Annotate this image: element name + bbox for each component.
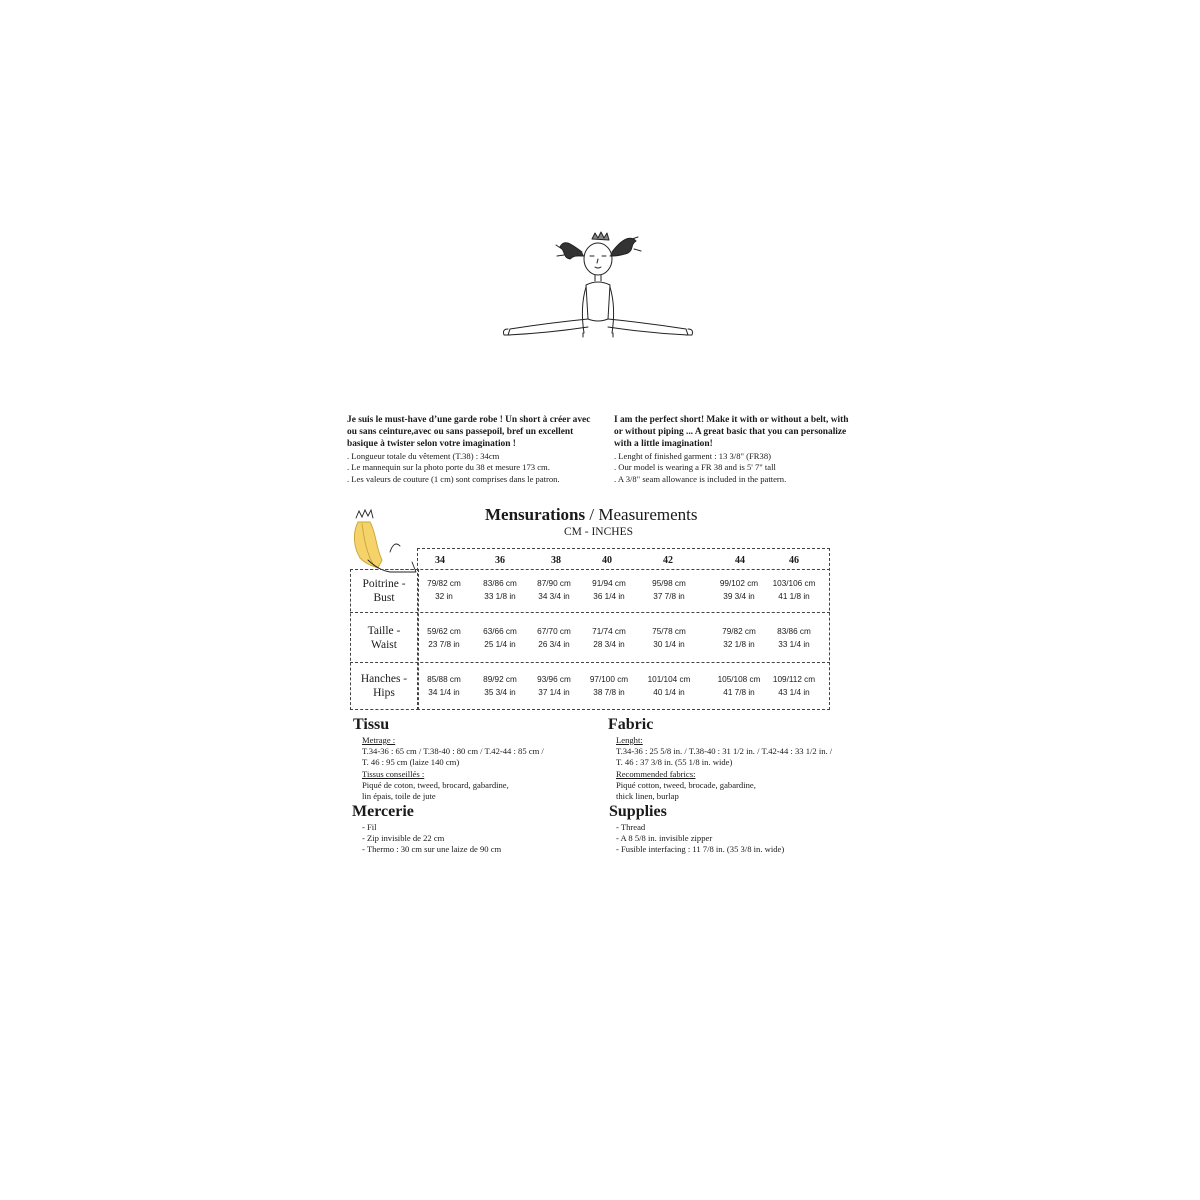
fabric-section (616, 735, 856, 802)
cell-cm: 79/82 cm (427, 579, 461, 588)
tissu-section (362, 735, 597, 802)
cell-cm: 83/86 cm (777, 627, 811, 636)
cell-cm: 93/96 cm (537, 675, 571, 684)
metrage-line: T. 46 : 95 cm (laize 140 cm) (362, 757, 460, 768)
table-cell (636, 674, 702, 699)
cell-cm: 71/74 cm (592, 627, 626, 636)
cell-cm: 75/78 cm (652, 627, 686, 636)
cell-in: 37 1/4 in (538, 687, 570, 697)
cell-cm: 67/70 cm (537, 627, 571, 636)
length-line: T.34-36 : 25 5/8 in. / T.38-40 : 31 1/2 in. / T.42-44 : 33 1/2 in. / (616, 746, 833, 757)
cell-in: 33 1/4 in (778, 639, 810, 649)
cell-in: 34 1/4 in (428, 687, 460, 697)
description-fr-lead: Je suis le must-have d’une garde robe ! Un short à créer avec ou sans ceinture,avec ou sans passepoil, bref un excellent basique à twister selon votre imagination ! (347, 415, 591, 450)
row-label-line: Hanches - (360, 673, 408, 685)
measurements-units: CM - INCHES (564, 526, 634, 538)
table-cell (576, 626, 642, 651)
cell-in: 41 7/8 in (723, 687, 755, 697)
cell-in: 32 1/8 in (723, 639, 755, 649)
cell-cm: 85/88 cm (427, 675, 461, 684)
tissu-title: Tissu (353, 716, 390, 733)
cell-cm: 89/92 cm (483, 675, 517, 684)
recommended-fabrics-line: Piqué cotton, tweed, brocade, gabardine, (616, 779, 756, 790)
row-label-waist (352, 624, 416, 652)
girl-splits-illustration (500, 225, 695, 350)
description-en (614, 414, 849, 486)
size-header: 44 (735, 555, 745, 566)
size-header: 46 (789, 555, 799, 566)
supplies-item: - A 8 5/8 in. invisible zipper (616, 833, 713, 844)
mercerie-item: - Zip invisible de 22 cm (362, 833, 445, 844)
cell-cm: 101/104 cm (647, 675, 691, 684)
cell-cm: 83/86 cm (483, 579, 517, 588)
cell-cm: 63/66 cm (483, 627, 517, 636)
size-header: 42 (663, 555, 673, 566)
tissus-conseilles-line: lin épais, toile de jute (362, 791, 436, 802)
table-cell (576, 578, 642, 603)
cell-in: 28 3/4 in (593, 639, 625, 649)
size-header: 36 (495, 555, 505, 566)
measurements-title-fr: Mensurations (485, 505, 586, 524)
cell-in: 37 7/8 in (653, 591, 685, 601)
cell-cm: 97/100 cm (589, 675, 629, 684)
cell-in: 38 7/8 in (593, 687, 625, 697)
description-en-lead: I am the perfect short! Make it with or without a belt, with or without piping ... A great basic that you can personalize with a little imagination! (614, 415, 849, 450)
yellow-hair-girl-illustration (350, 508, 422, 576)
cell-cm: 109/112 cm (772, 675, 816, 684)
cell-cm: 59/62 cm (427, 627, 461, 636)
cell-in: 23 7/8 in (428, 639, 460, 649)
metrage-label: Metrage : (362, 735, 396, 745)
cell-cm: 105/108 cm (717, 675, 761, 684)
table-divider (350, 662, 830, 663)
cell-in: 43 1/4 in (778, 687, 810, 697)
length-label: Lenght: (616, 735, 643, 745)
cell-in: 39 3/4 in (723, 591, 755, 601)
tissus-conseilles-line: Piqué de coton, tweed, brocard, gabardine, (362, 779, 509, 790)
table-cell (761, 674, 827, 699)
cell-cm: 91/94 cm (592, 579, 626, 588)
row-label-bust (352, 577, 416, 605)
description-fr (347, 414, 602, 486)
supplies-title: Supplies (609, 803, 667, 820)
mercerie-item: - Thermo : 30 cm sur une laize de 90 cm (362, 844, 502, 855)
table-cell (761, 578, 827, 603)
table-cell (636, 578, 702, 603)
cell-in: 36 1/4 in (593, 591, 625, 601)
mercerie-item: - Fil (362, 822, 377, 832)
length-line: T. 46 : 37 3/8 in. (55 1/8 in. wide) (616, 757, 733, 768)
row-label-line: Bust (373, 592, 395, 604)
fabric-title: Fabric (608, 716, 654, 733)
table-cell (761, 626, 827, 651)
row-label-hips (352, 672, 416, 700)
row-label-line: Hips (373, 687, 395, 699)
supplies-item: - Thread (616, 822, 646, 832)
description-en-bullet: . A 3/8" seam allowance is included in the pattern. (614, 474, 787, 485)
table-divider (350, 612, 830, 613)
table-cell (576, 674, 642, 699)
cell-in: 40 1/4 in (653, 687, 685, 697)
cell-in: 33 1/8 in (484, 591, 516, 601)
cell-cm: 79/82 cm (722, 627, 756, 636)
cell-in: 34 3/4 in (538, 591, 570, 601)
description-fr-bullet: . Longueur totale du vêtement (T.38) : 34cm (347, 450, 500, 461)
tissus-conseilles-label: Tissus conseillés : (362, 768, 425, 779)
recommended-fabrics-line: thick linen, burlap (616, 791, 679, 802)
cell-cm: 103/106 cm (772, 579, 816, 588)
description-en-bullet: . Our model is wearing a FR 38 and is 5' 7" tall (614, 462, 776, 473)
cell-in: 32 in (435, 591, 453, 601)
supplies-section (616, 822, 856, 856)
cell-in: 41 1/8 in (778, 591, 810, 601)
cell-in: 26 3/4 in (538, 639, 570, 649)
cell-cm: 99/102 cm (719, 579, 759, 588)
metrage-line: T.34-36 : 65 cm / T.38-40 : 80 cm / T.42-44 : 85 cm / (362, 746, 544, 757)
cell-cm: 87/90 cm (537, 579, 571, 588)
measurements-title-en: Measurements (598, 505, 698, 524)
size-header: 34 (435, 555, 445, 566)
mercerie-title: Mercerie (352, 803, 414, 820)
description-en-bullet: . Lenght of finished garment : 13 3/8" (FR38) (614, 450, 771, 461)
cell-in: 25 1/4 in (484, 639, 516, 649)
cell-in: 35 3/4 in (484, 687, 516, 697)
description-fr-bullet: . Les valeurs de couture (1 cm) sont comprises dans le patron. (347, 474, 560, 485)
size-header: 38 (551, 555, 561, 566)
table-cell (636, 626, 702, 651)
measurements-title-separator: / (585, 505, 599, 524)
recommended-fabrics-label: Recommended fabrics: (616, 768, 696, 779)
cell-in: 30 1/4 in (653, 639, 685, 649)
measurements-title (485, 505, 698, 525)
supplies-item: - Fusible interfacing : 11 7/8 in. (35 3/8 in. wide) (616, 844, 785, 855)
row-label-line: Taille - (367, 625, 401, 637)
cell-cm: 95/98 cm (652, 579, 686, 588)
mercerie-section (362, 822, 597, 856)
row-label-line: Waist (371, 639, 397, 651)
row-label-line: Poitrine - (362, 578, 406, 590)
table-divider (350, 569, 830, 570)
description-fr-bullet: . Le mannequin sur la photo porte du 38 et mesure 173 cm. (347, 462, 550, 473)
size-header: 40 (602, 555, 612, 566)
